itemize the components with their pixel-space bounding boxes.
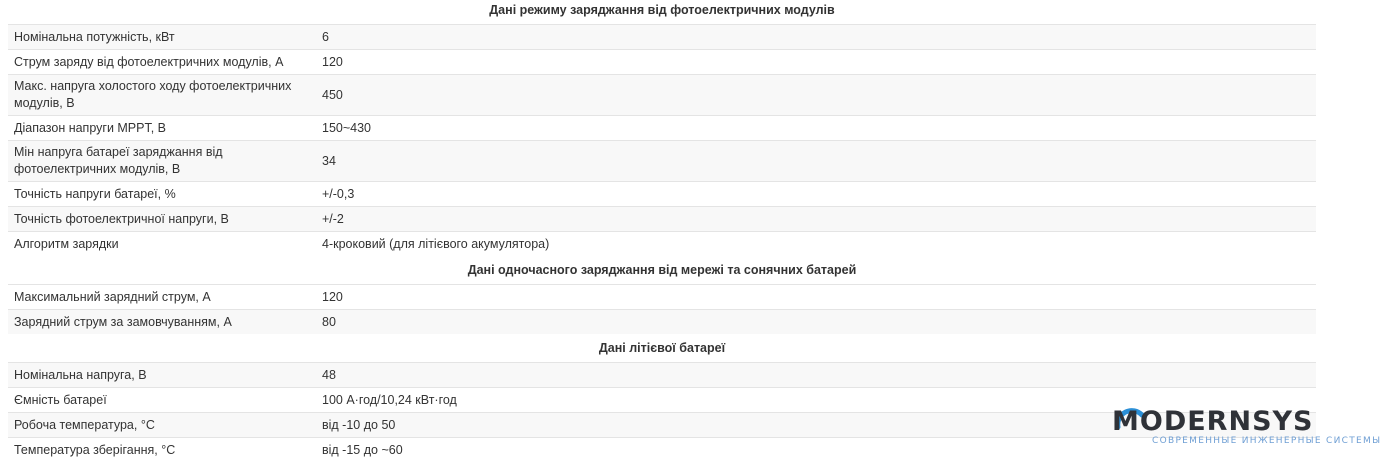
row-label: Робоча температура, °С [8, 413, 316, 438]
section-header-pv-charging [8, 0, 1316, 25]
table-row [8, 116, 1316, 141]
row-value: від -15 до ~60 [316, 438, 1316, 462]
modernsys-watermark-logo [1112, 405, 1312, 451]
section-header-grid-solar-charging [8, 256, 1316, 285]
row-label: Ємність батареї [8, 388, 316, 413]
row-label: Діапазон напруги MPPT, В [8, 116, 316, 141]
table-row [8, 141, 1316, 182]
table-row [8, 25, 1316, 50]
section-title: Дані одночасного заряджання від мережі та сонячних батарей [8, 256, 1316, 285]
row-value: +/-0,3 [316, 182, 1316, 207]
row-value: 48 [316, 363, 1316, 388]
table-row [8, 232, 1316, 257]
row-label: Температура зберігання, °С [8, 438, 316, 462]
table-row [8, 310, 1316, 335]
table-row [8, 363, 1316, 388]
row-value: 34 [316, 141, 1316, 182]
row-label: Точність напруги батареї, % [8, 182, 316, 207]
table-row [8, 50, 1316, 75]
section-title: Дані літієвої батареї [8, 334, 1316, 363]
row-value: 120 [316, 50, 1316, 75]
row-label: Мін напруга батареї заряджання від фотоелектричних модулів, В [8, 141, 316, 182]
table-row [8, 285, 1316, 310]
logo-wordmark: MODERNSYS [1112, 407, 1314, 437]
section-title: Дані режиму заряджання від фотоелектричних модулів [8, 0, 1316, 25]
row-value: 6 [316, 25, 1316, 50]
row-value: 450 [316, 75, 1316, 116]
row-value: 80 [316, 310, 1316, 335]
row-value: 150~430 [316, 116, 1316, 141]
row-label: Зарядний струм за замовчуванням, А [8, 310, 316, 335]
row-label: Номінальна напруга, В [8, 363, 316, 388]
section-header-lithium-battery [8, 334, 1316, 363]
row-label: Струм заряду від фотоелектричних модулів, А [8, 50, 316, 75]
row-value: 120 [316, 285, 1316, 310]
logo-tagline: СОВРЕМЕННЫЕ ИНЖЕНЕРНЫЕ СИСТЕМЫ [1152, 436, 1381, 446]
table-row [8, 207, 1316, 232]
row-label: Максимальний зарядний струм, А [8, 285, 316, 310]
row-value: від -10 до 50 [316, 413, 1316, 438]
row-label: Точність фотоелектричної напруги, В [8, 207, 316, 232]
table-row [8, 182, 1316, 207]
row-value: 100 А·год/10,24 кВт·год [316, 388, 1316, 413]
row-value: +/-2 [316, 207, 1316, 232]
specifications-table [8, 0, 1316, 462]
row-label: Макс. напруга холостого ходу фотоелектричних модулів, В [8, 75, 316, 116]
row-label: Алгоритм зарядки [8, 232, 316, 257]
table-row [8, 75, 1316, 116]
row-label: Номінальна потужність, кВт [8, 25, 316, 50]
row-value: 4-кроковий (для літієвого акумулятора) [316, 232, 1316, 257]
